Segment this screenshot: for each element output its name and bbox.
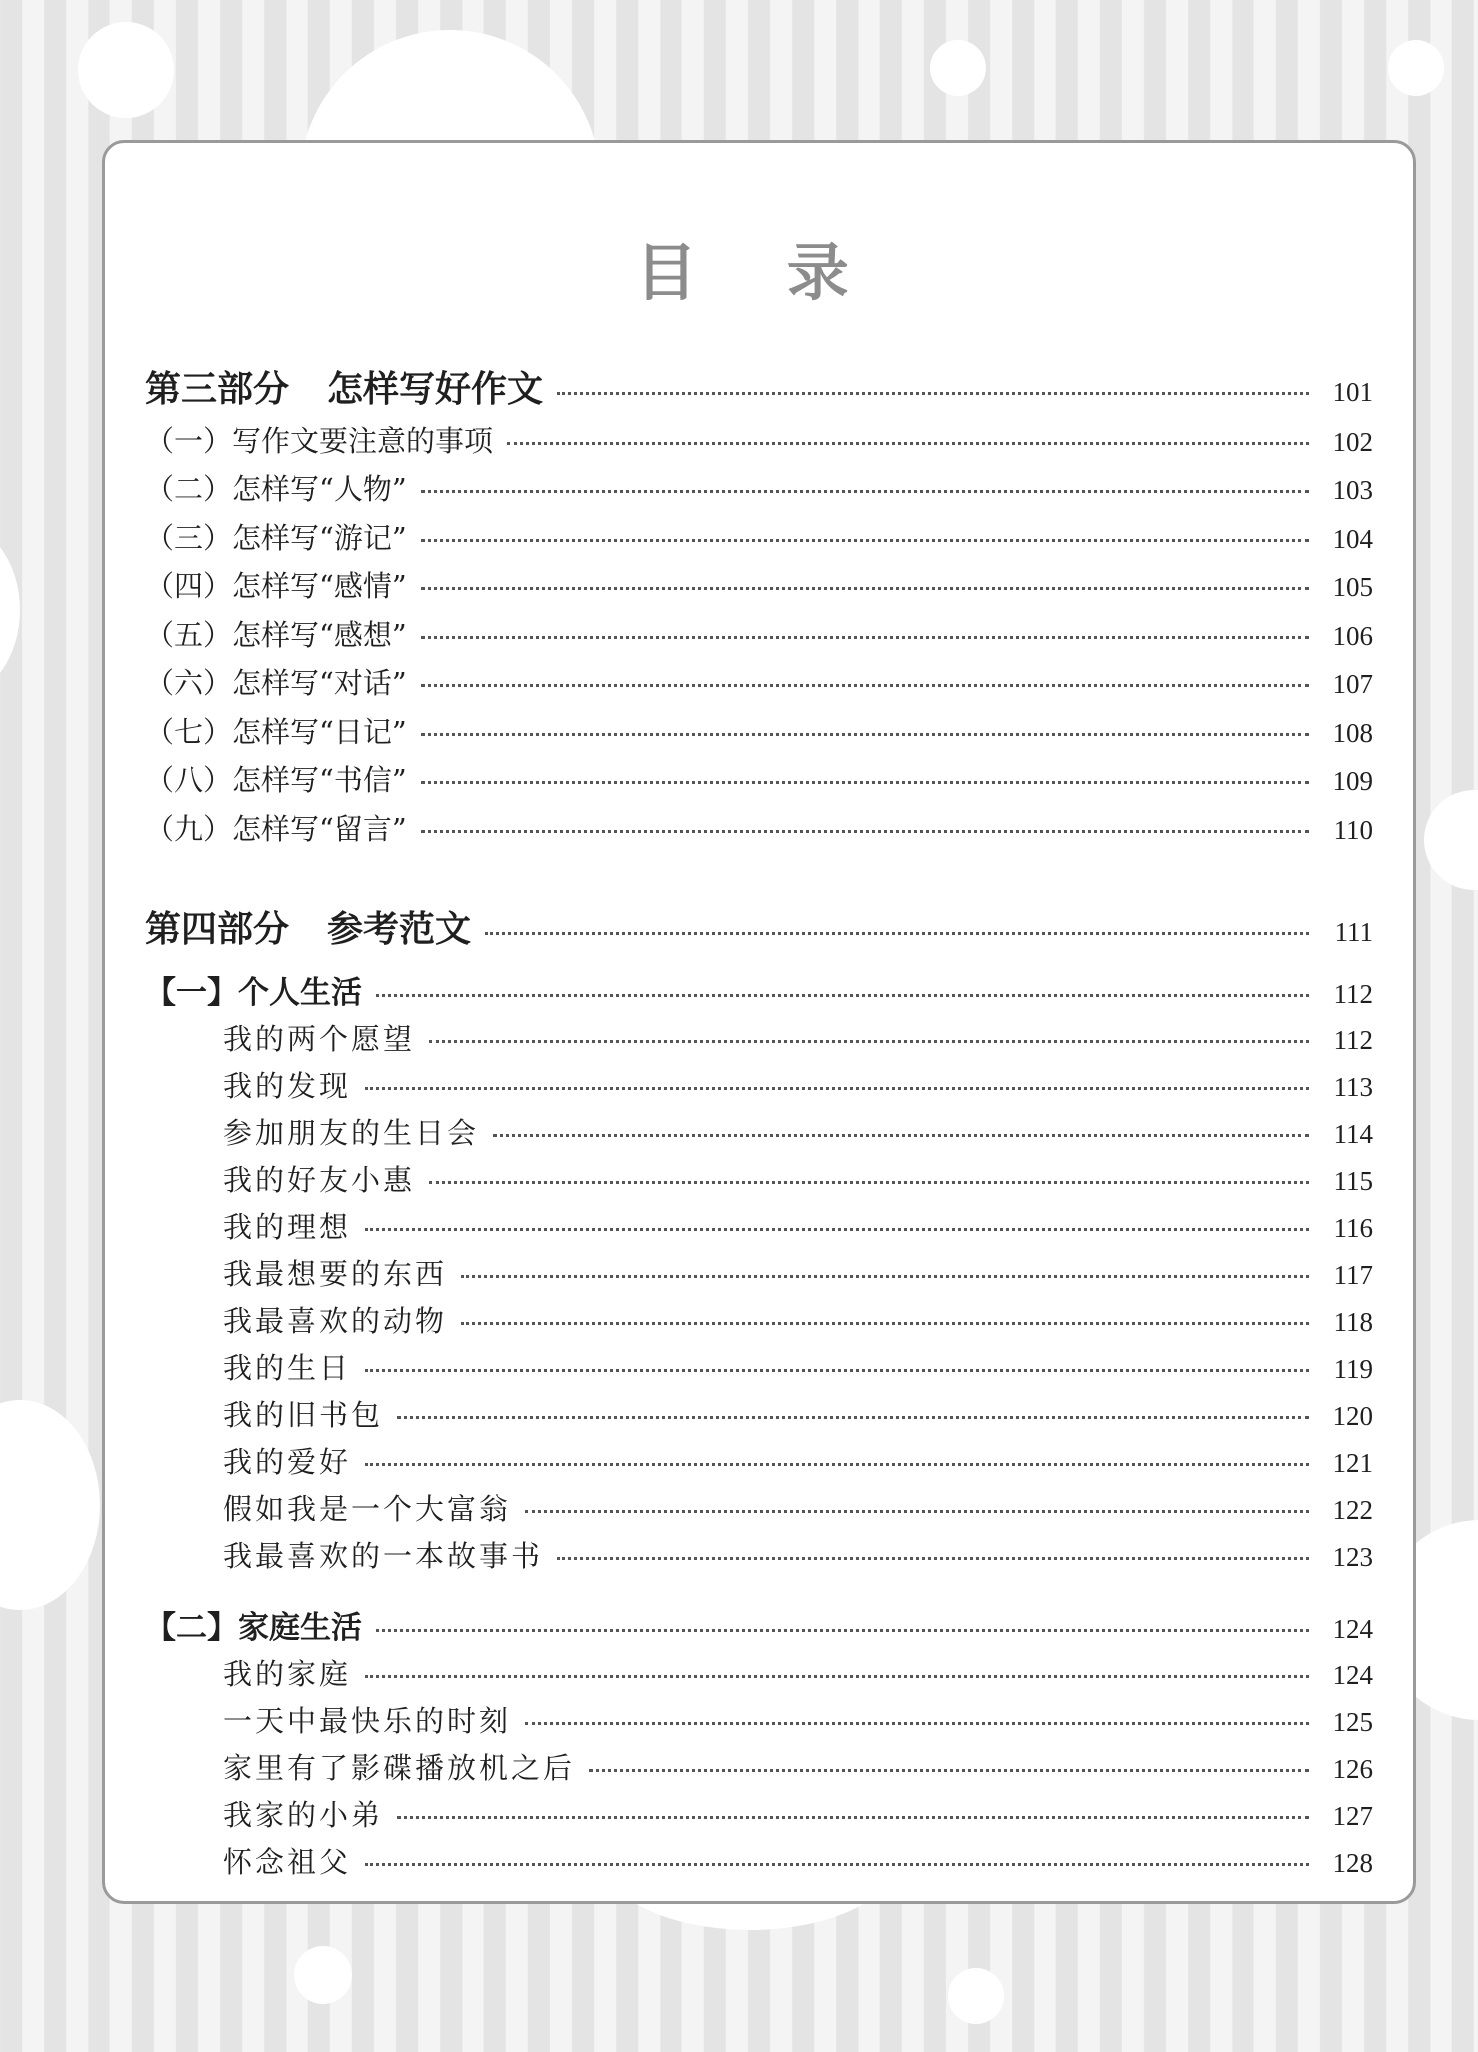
- item-label: 我最喜欢的一本故事书: [223, 1539, 544, 1573]
- decorative-circle: [0, 1400, 100, 1610]
- dot-leader: [525, 1510, 1309, 1513]
- item-label: 我的家庭: [223, 1657, 352, 1691]
- dot-leader: [365, 1228, 1309, 1231]
- toc-item-row[interactable]: [145, 1111, 1373, 1152]
- dot-leader: [421, 587, 1309, 590]
- page-number: 124: [1332, 1614, 1373, 1644]
- section-label: （二）怎样写“人物”: [145, 472, 407, 506]
- toc-item-row[interactable]: [145, 1440, 1373, 1481]
- toc-section-row[interactable]: [145, 807, 1373, 848]
- page-number: 125: [1332, 1707, 1373, 1737]
- toc-item-row[interactable]: [145, 1205, 1373, 1246]
- page-number: 113: [1333, 1072, 1373, 1102]
- part-subtitle: 参考范文: [327, 909, 472, 950]
- page-number: 112: [1333, 1025, 1373, 1055]
- section-label: （一）写作文要注意的事项: [145, 424, 494, 458]
- page-number: 126: [1332, 1754, 1373, 1784]
- page-number: 122: [1332, 1495, 1373, 1525]
- toc-item-row[interactable]: [145, 1346, 1373, 1387]
- toc-panel: [102, 140, 1416, 1904]
- toc-part-heading[interactable]: [145, 901, 1373, 952]
- item-label: 我的旧书包: [223, 1398, 384, 1432]
- decorative-circle: [78, 22, 174, 118]
- section-label: （五）怎样写“感想”: [145, 618, 407, 652]
- dot-leader: [493, 1134, 1309, 1137]
- toc-item-row[interactable]: [145, 1299, 1373, 1340]
- section-label: （八）怎样写“书信”: [145, 763, 407, 797]
- dot-leader: [429, 1181, 1309, 1184]
- toc-item-row[interactable]: [145, 1746, 1373, 1787]
- item-label: 我的好友小惠: [223, 1163, 416, 1197]
- group-label: 【二】家庭生活: [145, 1610, 362, 1646]
- page-number: 104: [1332, 524, 1373, 554]
- item-label: 我最想要的东西: [223, 1257, 448, 1291]
- page-number: 128: [1332, 1848, 1373, 1878]
- toc-section-row[interactable]: [145, 419, 1373, 460]
- item-label: 我最喜欢的动物: [223, 1304, 448, 1338]
- dot-leader: [507, 442, 1309, 445]
- dot-leader: [365, 1369, 1309, 1372]
- page-number: 106: [1332, 621, 1373, 651]
- dot-leader: [421, 539, 1309, 542]
- toc-section-row[interactable]: [145, 564, 1373, 605]
- section-label: （六）怎样写“对话”: [145, 666, 407, 700]
- item-label: 参加朋友的生日会: [223, 1116, 480, 1150]
- dot-leader: [461, 1322, 1309, 1325]
- toc-item-row[interactable]: [145, 1252, 1373, 1293]
- toc-item-row[interactable]: [145, 1393, 1373, 1434]
- toc-item-row[interactable]: [145, 1652, 1373, 1693]
- toc-part-heading[interactable]: [145, 361, 1373, 412]
- dot-leader: [557, 392, 1309, 395]
- toc-item-row[interactable]: [145, 1158, 1373, 1199]
- part-heading: 第四部分: [145, 909, 290, 950]
- toc-group-heading[interactable]: [145, 1602, 1373, 1647]
- item-label: 一天中最快乐的时刻: [223, 1704, 512, 1738]
- page-number: 107: [1332, 669, 1373, 699]
- page-number: 111: [1334, 917, 1373, 947]
- toc-item-row[interactable]: [145, 1534, 1373, 1575]
- page-number: 102: [1332, 427, 1373, 457]
- page-number: 112: [1333, 979, 1373, 1009]
- page-number: 105: [1332, 572, 1373, 602]
- dot-leader: [557, 1557, 1309, 1560]
- decorative-circle: [930, 40, 986, 96]
- toc-section-row[interactable]: [145, 710, 1373, 751]
- item-label: 我家的小弟: [223, 1798, 384, 1832]
- page-number: 114: [1333, 1119, 1373, 1149]
- page-title: 目 录: [635, 236, 883, 309]
- toc-section-row[interactable]: [145, 661, 1373, 702]
- section-label: （九）怎样写“留言”: [145, 812, 407, 846]
- toc-section-row[interactable]: [145, 613, 1373, 654]
- section-label: （三）怎样写“游记”: [145, 521, 407, 555]
- toc-item-row[interactable]: [145, 1017, 1373, 1058]
- page-number: 124: [1332, 1660, 1373, 1690]
- page-number: 116: [1333, 1213, 1373, 1243]
- section-label: （四）怎样写“感情”: [145, 569, 407, 603]
- dot-leader: [421, 684, 1309, 687]
- section-label: （七）怎样写“日记”: [145, 715, 407, 749]
- page-number: 121: [1332, 1448, 1373, 1478]
- dot-leader: [525, 1722, 1309, 1725]
- toc-item-row[interactable]: [145, 1840, 1373, 1881]
- dot-leader: [365, 1863, 1309, 1866]
- page-number: 120: [1332, 1401, 1373, 1431]
- dot-leader: [421, 733, 1309, 736]
- item-label: 家里有了影碟播放机之后: [223, 1751, 576, 1785]
- page-number: 115: [1333, 1166, 1373, 1196]
- dot-leader: [365, 1675, 1309, 1678]
- page-number: 119: [1333, 1354, 1373, 1384]
- dot-leader: [589, 1769, 1309, 1772]
- dot-leader: [461, 1275, 1309, 1278]
- dot-leader: [376, 1629, 1309, 1632]
- page-number: 110: [1333, 815, 1373, 845]
- toc-item-row[interactable]: [145, 1793, 1373, 1834]
- decorative-circle: [1388, 40, 1444, 96]
- toc-item-row[interactable]: [145, 1699, 1373, 1740]
- decorative-circle: [948, 1968, 1004, 2024]
- dot-leader: [397, 1816, 1309, 1819]
- part-heading: 第三部分: [145, 369, 290, 410]
- decorative-circle: [1424, 790, 1478, 890]
- toc-item-row[interactable]: [145, 1487, 1373, 1528]
- page-number: 103: [1332, 475, 1373, 505]
- dot-leader: [485, 932, 1309, 935]
- dot-leader: [421, 830, 1309, 833]
- page-number: 109: [1332, 766, 1373, 796]
- dot-leader: [421, 490, 1309, 493]
- item-label: 怀念祖父: [223, 1845, 352, 1879]
- item-label: 我的发现: [223, 1069, 352, 1103]
- item-label: 我的两个愿望: [223, 1022, 416, 1056]
- dot-leader: [421, 781, 1309, 784]
- dot-leader: [429, 1040, 1309, 1043]
- toc-item-row[interactable]: [145, 1064, 1373, 1105]
- dot-leader: [365, 1087, 1309, 1090]
- toc-section-row[interactable]: [145, 516, 1373, 557]
- page-number: 123: [1332, 1542, 1373, 1572]
- part-subtitle: 怎样写好作文: [327, 369, 544, 410]
- dot-leader: [397, 1416, 1309, 1419]
- toc-section-row[interactable]: [145, 467, 1373, 508]
- dot-leader: [365, 1463, 1309, 1466]
- decorative-circle: [0, 520, 20, 700]
- item-label: 我的生日: [223, 1351, 352, 1385]
- item-label: 我的爱好: [223, 1445, 352, 1479]
- item-label: 假如我是一个大富翁: [223, 1492, 512, 1526]
- decorative-circle: [294, 1946, 352, 2004]
- dot-leader: [421, 636, 1309, 639]
- page-number: 101: [1332, 377, 1373, 407]
- group-label: 【一】个人生活: [145, 975, 362, 1011]
- page-number: 108: [1332, 718, 1373, 748]
- item-label: 我的理想: [223, 1210, 352, 1244]
- toc-section-row[interactable]: [145, 758, 1373, 799]
- page-number: 118: [1333, 1307, 1373, 1337]
- page-number: 117: [1333, 1260, 1373, 1290]
- toc-group-heading[interactable]: [145, 967, 1373, 1012]
- dot-leader: [376, 994, 1309, 997]
- page-number: 127: [1332, 1801, 1373, 1831]
